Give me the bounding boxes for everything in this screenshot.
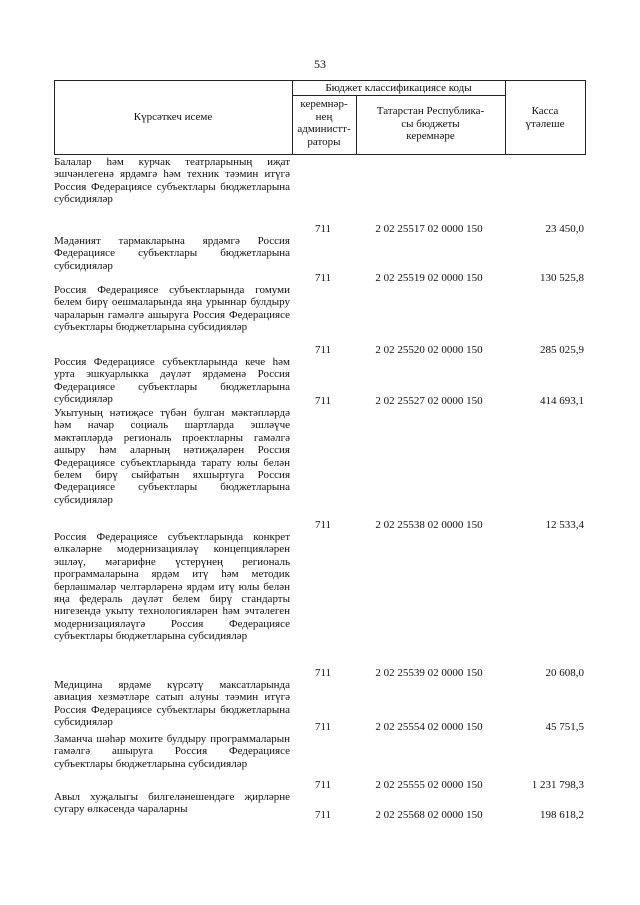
row-admin-code: 711 bbox=[314, 271, 332, 284]
row-indicator-name: Медицина ярдәме күрсәтү максатларында авиация хезмәтләре сатып алуны тәэмин итүгә Россия Федерациясе субъектлары бюджетларына субсидияләр bbox=[54, 679, 290, 729]
header-revenue-code-line: Татарстан Республика- bbox=[376, 105, 485, 117]
table-row bbox=[54, 284, 586, 356]
header-admin-code-line: керемнәр- bbox=[300, 98, 348, 110]
header-border-right bbox=[585, 81, 586, 154]
row-class-code: 2 02 25555 02 0000 150 bbox=[375, 778, 483, 791]
row-indicator-name: Авыл хуҗалыгы билгеләнешендәге җирләрне сугару өлкәсендә чараларны bbox=[54, 791, 290, 816]
header-admin-code-line: нең bbox=[315, 110, 333, 123]
header-cash-execution bbox=[505, 105, 585, 130]
table-body bbox=[54, 156, 586, 821]
row-indicator-name: Мәдәният тармакларына ярдәмгә Россия Федерациясе субъектлары бюджетларына субсидияләр bbox=[54, 235, 290, 272]
row-class-code: 2 02 25519 02 0000 150 bbox=[375, 271, 483, 284]
row-admin-code: 711 bbox=[314, 808, 332, 821]
row-admin-code: 711 bbox=[314, 666, 332, 679]
table-header bbox=[54, 80, 586, 155]
page-number: 53 bbox=[314, 57, 326, 71]
row-indicator-name: Балалар һәм курчак театрларының иҗат эшчәнлегенә ярдәмгә һәм техник тәэмин итүгә Россия Федерациясе субъектлары бюджетларына субсидияләр bbox=[54, 156, 290, 206]
table-row bbox=[54, 531, 586, 679]
row-amount: 45 751,5 bbox=[545, 720, 584, 733]
row-admin-code: 711 bbox=[314, 518, 332, 531]
row-amount: 198 618,2 bbox=[540, 808, 584, 821]
header-revenue-code-line: керемнәре bbox=[406, 130, 455, 142]
row-class-code: 2 02 25517 02 0000 150 bbox=[375, 222, 483, 235]
table-row bbox=[54, 156, 586, 235]
table-row bbox=[54, 791, 586, 821]
header-cash-line: Касса bbox=[531, 105, 559, 117]
header-admin-code-line: раторы bbox=[307, 135, 341, 148]
row-indicator-name: Укытуның нәтиҗәсе түбән булган мәктәпләрдә һәм начар социаль шартларда эшләүче мәктәпләрдә региональ проектларны гамәлгә ашыру һәм аларның нәтиҗәләрен Россия Федерациясе субъектларында тарату юлы белән белем бирү сыйфатын яхшыртуга Россия Федерациясе субъектлары бюджетларына субсидияләр bbox=[54, 407, 290, 506]
header-revenue-code-line: сы бюджеты bbox=[401, 117, 460, 130]
row-indicator-name: Россия Федерациясе субъектларында кече һәм урта эшкуарлыкка дәүләт ярдәменә Россия Федерациясе субъектлары бюджетларына субсидияләр bbox=[54, 356, 290, 406]
table-row bbox=[54, 356, 586, 407]
row-class-code: 2 02 25520 02 0000 150 bbox=[375, 343, 483, 356]
table-row bbox=[54, 679, 586, 733]
row-class-code: 2 02 25554 02 0000 150 bbox=[375, 720, 483, 733]
row-indicator-name: Россия Федерациясе субъектларында конкрет өлкәләрне модернизацияләү концепцияләрен эшләү, мәгарифне үстерүнең региональ программаларына ярдәм итү һәм методик берләшмәләр челтәрләренә ярдәм итү юлы белән яңа федераль дәүләт белем бирү стандарты нигезендә укыту технологияләрен һәм эчтәлеген модернизацияләүгә Россия Федерациясе субъектлары бюджетларына субсидияләр bbox=[54, 531, 290, 643]
header-admin-code-line: администт- bbox=[297, 123, 351, 135]
table-row bbox=[54, 407, 586, 531]
row-amount: 414 693,1 bbox=[540, 394, 584, 407]
row-admin-code: 711 bbox=[314, 394, 332, 407]
header-codes-divider bbox=[292, 95, 505, 96]
row-amount: 20 608,0 bbox=[545, 666, 584, 679]
row-admin-code: 711 bbox=[314, 778, 332, 791]
header-indicator-name: Күрсәткеч исеме bbox=[133, 111, 213, 123]
table-row bbox=[54, 733, 586, 791]
header-admin-code bbox=[292, 98, 356, 148]
row-class-code: 2 02 25527 02 0000 150 bbox=[375, 394, 483, 407]
row-indicator-name: Россия Федерациясе субъектларында гомуми белем бирү оешмаларында яңа урыннар булдыру чараларын гамәлгә ашыруга Россия Федерациясе субъектлары бюджетларына субсидияләр bbox=[54, 284, 290, 334]
row-amount: 285 025,9 bbox=[540, 343, 584, 356]
row-amount: 1 231 798,3 bbox=[531, 778, 584, 791]
row-amount: 12 533,4 bbox=[545, 518, 584, 531]
header-revenue-code bbox=[356, 105, 505, 143]
header-budget-codes: Бюджет классификациясе коды bbox=[325, 82, 472, 94]
row-amount: 23 450,0 bbox=[545, 222, 584, 235]
header-cash-line: үтәлеше bbox=[525, 117, 565, 130]
row-class-code: 2 02 25538 02 0000 150 bbox=[375, 518, 483, 531]
row-class-code: 2 02 25568 02 0000 150 bbox=[375, 808, 483, 821]
row-amount: 130 525,8 bbox=[540, 271, 584, 284]
table-row bbox=[54, 235, 586, 284]
row-class-code: 2 02 25539 02 0000 150 bbox=[375, 666, 483, 679]
row-admin-code: 711 bbox=[314, 222, 332, 235]
row-admin-code: 711 bbox=[314, 343, 332, 356]
row-admin-code: 711 bbox=[314, 720, 332, 733]
row-indicator-name: Заманча шәһәр мохите булдыру программаларын гамәлгә ашыруга Россия Федерациясе субъектлары бюджетларына субсидияләр bbox=[54, 733, 290, 770]
